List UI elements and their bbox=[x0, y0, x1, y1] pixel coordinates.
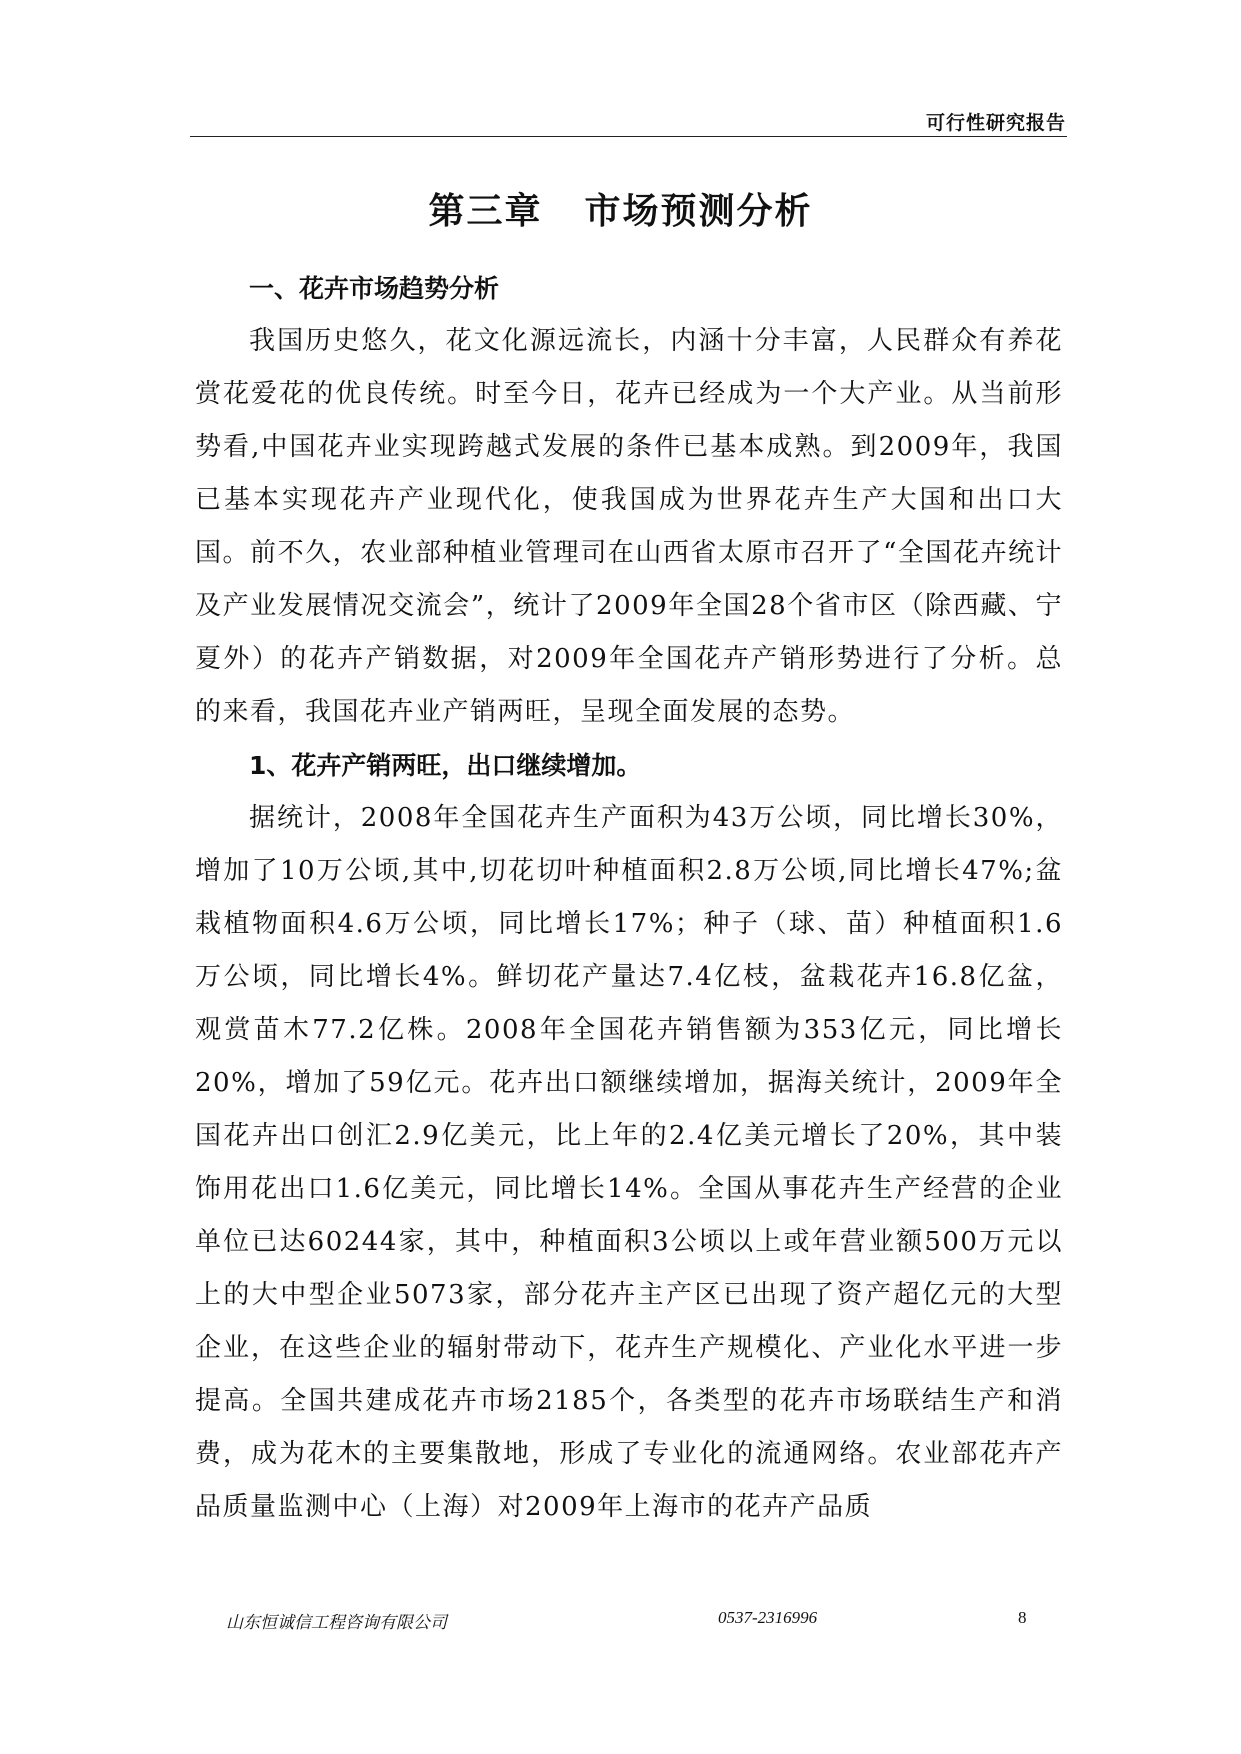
body-paragraph: 我国历史悠久，花文化源远流长，内涵十分丰富，人民群众有养花赏花爱花的优良传统。时至今日，花卉已经成为一个大产业。从当前形势看,中国花卉业实现跨越式发展的条件已基本成熟。到2009年，我国已基本实现花卉产业现代化，使我国成为世界花卉生产大国和出口大国。前不久，农业部种植业管理司在山西省太原市召开了“全国花卉统计及产业发展情况交流会”，统计了2009年全国28个省市区（除西藏、宁夏外）的花卉产销数据，对2009年全国花卉产销形势进行了分析。总的来看，我国花卉业产销两旺，呈现全面发展的态势。 bbox=[195, 326, 1063, 727]
document-body bbox=[195, 262, 1063, 1534]
chapter-number: 第三章 bbox=[428, 191, 543, 232]
body-paragraph: 据统计，2008年全国花卉生产面积为43万公顷，同比增长30%，增加了10万公顷,其中,切花切叶种植面积2.8万公顷,同比增长47%;盆栽植物面积4.6万公顷，同比增长17%；种子（球、苗）种植面积1.6万公顷，同比增长4%。鲜切花产量达7.4亿枝，盆栽花卉16.8亿盆，观赏苗木77.2亿株。2008年全国花卉销售额为353亿元，同比增长20%，增加了59亿元。花卉出口额继续增加，据海关统计，2009年全国花卉出口创汇2.9亿美元，比上年的2.4亿美元增长了20%，其中装饰用花出口1.6亿美元，同比增长14%。全国从事花卉生产经营的企业单位已达60244家，其中，种植面积3公顷以上或年营业额500万元以上的大中型企业5073家，部分花卉主产区已出现了资产超亿元的大型企业，在这些企业的辐射带动下，花卉生产规模化、产业化水平进一步提高。全国共建成花卉市场2185个，各类型的花卉市场联结生产和消费，成为花木的主要集散地，形成了专业化的流通网络。农业部花卉产品质量监测中心（上海）对2009年上海市的花卉产品质 bbox=[195, 803, 1063, 1522]
chapter-name: 市场预测分析 bbox=[584, 191, 813, 232]
page-header-title: 可行性研究报告 bbox=[925, 112, 1066, 134]
subsection-heading: 1、花卉产销两旺，出口继续增加。 bbox=[249, 751, 642, 780]
page-number: 8 bbox=[1018, 1608, 1027, 1627]
chapter-title bbox=[0, 183, 1241, 234]
header-rule bbox=[190, 136, 1067, 137]
footer-company: 山东恒诚信工程咨询有限公司 bbox=[226, 1613, 447, 1633]
section-heading: 一、花卉市场趋势分析 bbox=[249, 274, 500, 303]
footer-phone: 0537-2316996 bbox=[718, 1608, 818, 1627]
